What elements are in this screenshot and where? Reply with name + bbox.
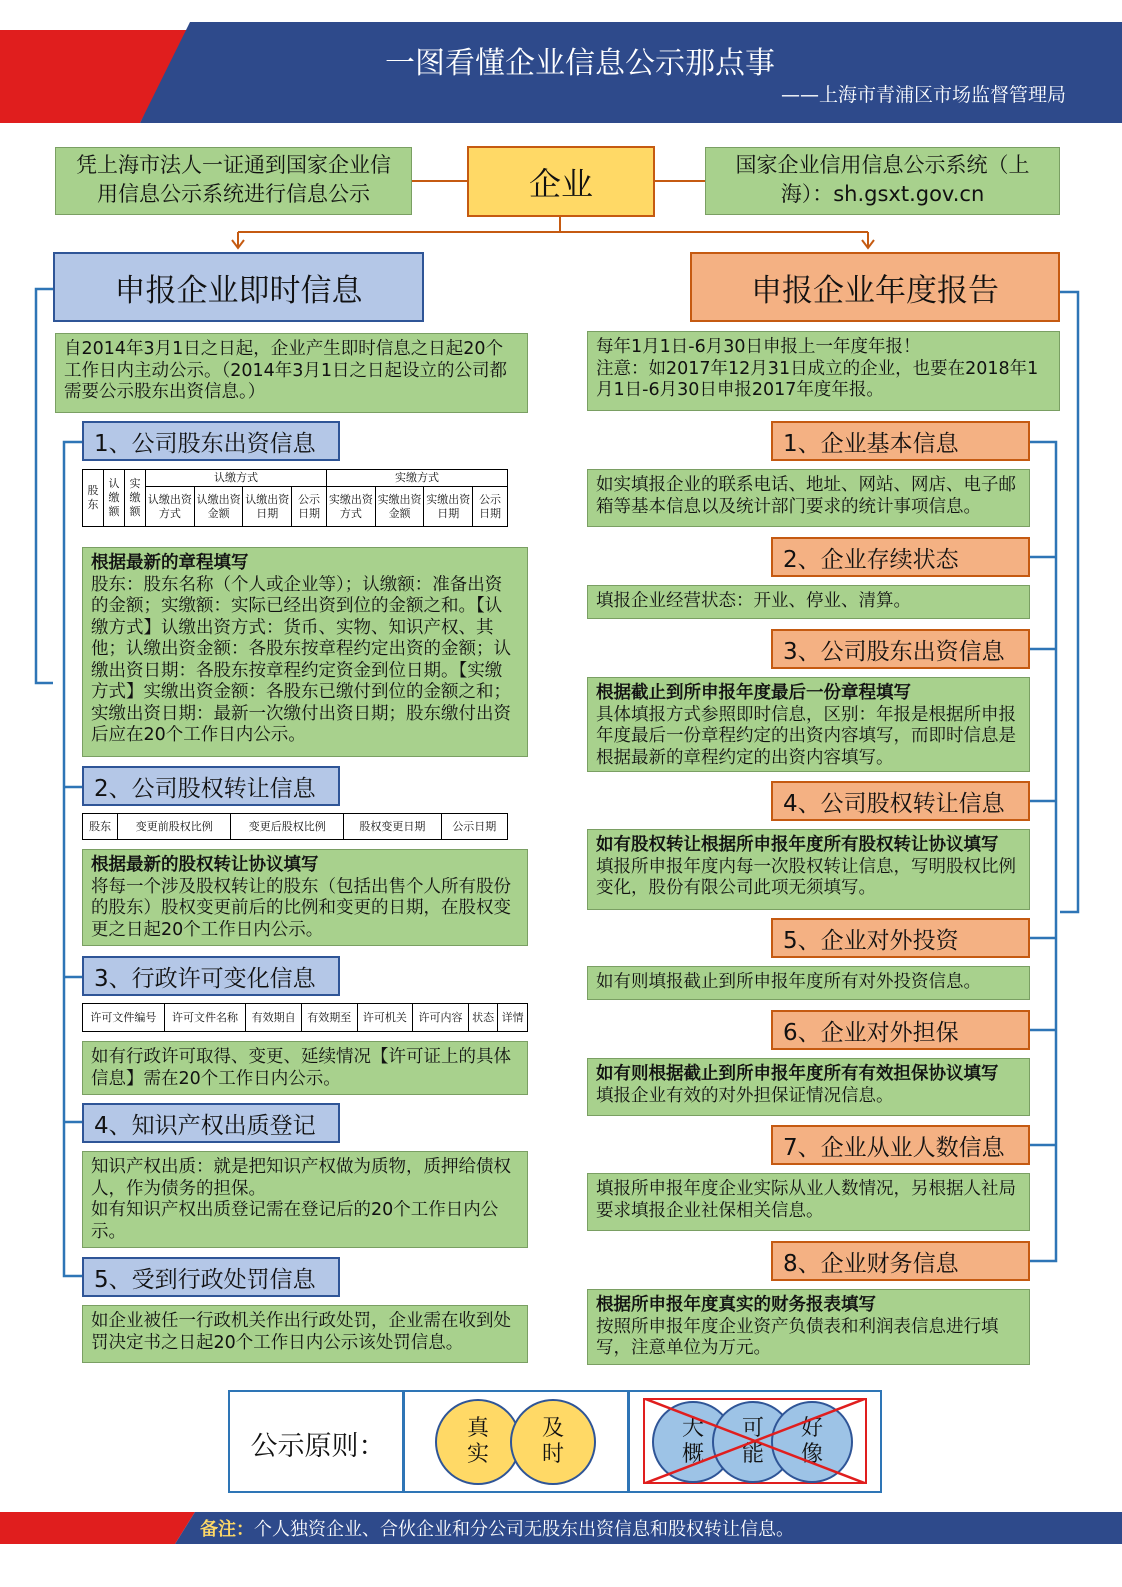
note-body: 填报所申报年度内每一次股权转让信息，写明股权比例变化，股份有限公司此项无须填写。	[596, 856, 1016, 898]
col-ratio-after: 变更后股权比例	[231, 814, 344, 840]
col-publish-date: 公示日期	[441, 814, 507, 840]
col-shareholder: 股东	[83, 814, 118, 840]
section-annual-equity-transfer: 4、公司股权转让信息	[771, 781, 1030, 821]
page-title: 一图看懂企业信息公示那点事	[385, 46, 775, 81]
financial-info-note	[587, 1289, 1030, 1365]
section-equity-transfer: 2、公司股权转让信息	[82, 766, 340, 806]
footer-note	[200, 1515, 1100, 1541]
note-body: 将每一个涉及股权转让的股东（包括出售个人所有股份的股东）股权变更前后的比例和变更的日期，在股权变更之日起20个工作日内公示。	[91, 876, 511, 940]
section-outbound-investment: 5、企业对外投资	[771, 918, 1030, 958]
intro-line-1: 每年1月1日-6月30日申报上一年度年报！	[596, 337, 921, 357]
basic-info-note: 如实填报企业的联系电话、地址、网站、网店、电子邮箱等基本信息以及统计部门要求的统计事项信息。	[587, 469, 1030, 527]
note-heading: 如有则根据截止到所申报年度所有有效担保协议填写	[596, 1064, 999, 1084]
note-body: 股东：股东名称（个人或企业等）；认缴额：准备出资的金额；实缴额：实际已经出资到位的金额之和。【认缴方式】认缴出资方式：货币、实物、知识产权、其他；认缴出资金额：各股东按章程约定出资的金额；认缴出资日期：各股东按章程约定资金到位日期。【实缴方式】实缴出资金额：各股东已缴付到位的金额之和；实缴出资日期：最新一次缴付出资日期；股东缴付出资后应在20个工作日内公示。	[91, 574, 511, 745]
section-outbound-guarantee: 6、企业对外担保	[771, 1010, 1030, 1050]
footer-text: 个人独资企业、合伙企业和分公司无股东出资信息和股权转让信息。	[254, 1519, 794, 1540]
col-subscribed: 认缴额	[104, 470, 125, 527]
note-heading: 根据所申报年度真实的财务报表填写	[596, 1295, 876, 1315]
section-employee-count: 7、企业从业人数信息	[771, 1125, 1030, 1165]
col-content: 许可内容	[413, 1004, 469, 1032]
cross-out-mark	[643, 1398, 867, 1484]
shareholder-contribution-table	[82, 469, 508, 527]
ip-pledge-note	[82, 1151, 528, 1248]
rejected-text: 可能	[741, 1416, 764, 1467]
col-group-paid: 实缴方式	[326, 470, 507, 487]
note-body: 按照所申报年度企业资产负债表和利润表信息进行填写，注意单位为万元。	[596, 1316, 999, 1358]
section-admin-penalty: 5、受到行政处罚信息	[82, 1257, 340, 1297]
admin-license-table	[82, 1003, 528, 1032]
col-status: 状态	[468, 1004, 498, 1032]
col-details: 详情	[498, 1004, 528, 1032]
note-body: 填报企业有效的对外担保证情况信息。	[596, 1085, 894, 1106]
left-intro: 自2014年3月1日之日起，企业产生即时信息之日起20个工作日内主动公示。（2014年3月1日之日起设立的公司都需要公示股东出资信息。）	[55, 333, 528, 413]
employee-count-note: 填报所申报年度企业实际从业人数情况，另根据人社局要求填报企业社保相关信息。	[587, 1173, 1030, 1231]
enterprise-box: 企业	[467, 146, 655, 217]
outbound-guarantee-note	[587, 1058, 1030, 1116]
left-column-title: 申报企业即时信息	[53, 252, 424, 322]
principle-timely	[510, 1399, 596, 1485]
operating-status-note: 填报企业经营状态：开业、停业、清算。	[587, 585, 1030, 619]
equity-transfer-table	[82, 813, 508, 840]
note-heading: 根据最新的股权转让协议填写	[91, 855, 319, 875]
col-shareholder: 股东	[83, 470, 104, 527]
right-intro	[587, 331, 1060, 411]
panel-divider	[627, 1390, 630, 1493]
col-sub-date: 认缴出资日期	[243, 487, 292, 527]
section-ip-pledge: 4、知识产权出质登记	[82, 1103, 340, 1143]
col-paid-amount: 实缴出资金额	[375, 487, 424, 527]
section-operating-status: 2、企业存续状态	[771, 537, 1030, 577]
note-heading: 根据截止到所申报年度最后一份章程填写	[596, 683, 911, 703]
col-paid-date: 实缴出资日期	[424, 487, 473, 527]
col-ratio-before: 变更前股权比例	[118, 814, 231, 840]
annual-shareholder-contribution-note	[587, 677, 1030, 772]
footer-label: 备注：	[200, 1519, 254, 1540]
note-body: 具体填报方式参照即时信息，区别：年报是根据所申报年度最后一份章程约定的出资内容填写，而即时信息是根据最新的章程约定的出资内容填写。	[596, 704, 1016, 768]
rejected-text: 大概	[681, 1416, 704, 1467]
system-url-note: 国家企业信用信息公示系统（上海）：sh.gsxt.gov.cn	[705, 147, 1060, 215]
col-paid: 实缴额	[125, 470, 146, 527]
principle-text: 及时	[541, 1416, 564, 1467]
principle-text: 真实	[466, 1416, 489, 1467]
col-paid-publish-date: 公示日期	[473, 487, 508, 527]
section-annual-shareholder-contribution: 3、公司股东出资信息	[771, 629, 1030, 669]
outbound-investment-note: 如有则填报截止到所申报年度所有对外投资信息。	[587, 966, 1030, 1000]
admin-license-note: 如有行政许可取得、变更、延续情况【许可证上的具体信息】需在20个工作日内公示。	[82, 1041, 528, 1095]
principles-label: 公示原则：	[250, 1431, 386, 1462]
note-heading: 如有股权转让根据所申报年度所有股权转让协议填写	[596, 835, 999, 855]
col-group-subscription: 认缴方式	[146, 470, 327, 487]
col-authority: 许可机关	[357, 1004, 413, 1032]
note-body: 知识产权出质：就是把知识产权做为质物，质押给债权人，作为债务的担保。	[91, 1157, 511, 1199]
principle-truthful	[435, 1399, 521, 1485]
col-valid-to: 有效期至	[301, 1004, 357, 1032]
col-sub-publish-date: 公示日期	[292, 487, 327, 527]
col-license-name: 许可文件名称	[164, 1004, 246, 1032]
note-heading: 根据最新的章程填写	[91, 553, 249, 573]
section-financial-info: 8、企业财务信息	[771, 1241, 1030, 1281]
right-column-title: 申报企业年度报告	[690, 252, 1060, 322]
col-change-date: 股权变更日期	[344, 814, 441, 840]
section-basic-info: 1、企业基本信息	[771, 421, 1030, 461]
section-admin-license: 3、行政许可变化信息	[82, 956, 340, 996]
shareholder-contribution-note	[82, 547, 528, 757]
annual-equity-transfer-note	[587, 829, 1030, 910]
section-shareholder-contribution: 1、公司股东出资信息	[82, 421, 340, 461]
col-paid-method: 实缴出资方式	[326, 487, 375, 527]
equity-transfer-note	[82, 849, 528, 946]
col-license-number: 许可文件编号	[83, 1004, 165, 1032]
intro-line-2: 注意：如2017年12月31日成立的企业，也要在2018年1月1日-6月30日申报2017年度年报。	[596, 358, 1039, 400]
panel-divider	[402, 1390, 405, 1493]
col-sub-method: 认缴出资方式	[146, 487, 195, 527]
admin-penalty-note: 如企业被任一行政机关作出行政处罚，企业需在收到处罚决定书之日起20个工作日内公示该处罚信息。	[82, 1305, 528, 1363]
login-note: 凭上海市法人一证通到国家企业信用信息公示系统进行信息公示	[55, 147, 412, 215]
page-subtitle: ——上海市青浦区市场监督管理局	[780, 84, 1066, 106]
rejected-text: 好像	[800, 1416, 823, 1467]
col-valid-from: 有效期自	[246, 1004, 302, 1032]
note-body-2: 如有知识产权出质登记需在登记后的20个工作日内公示。	[91, 1200, 499, 1242]
col-sub-amount: 认缴出资金额	[194, 487, 243, 527]
